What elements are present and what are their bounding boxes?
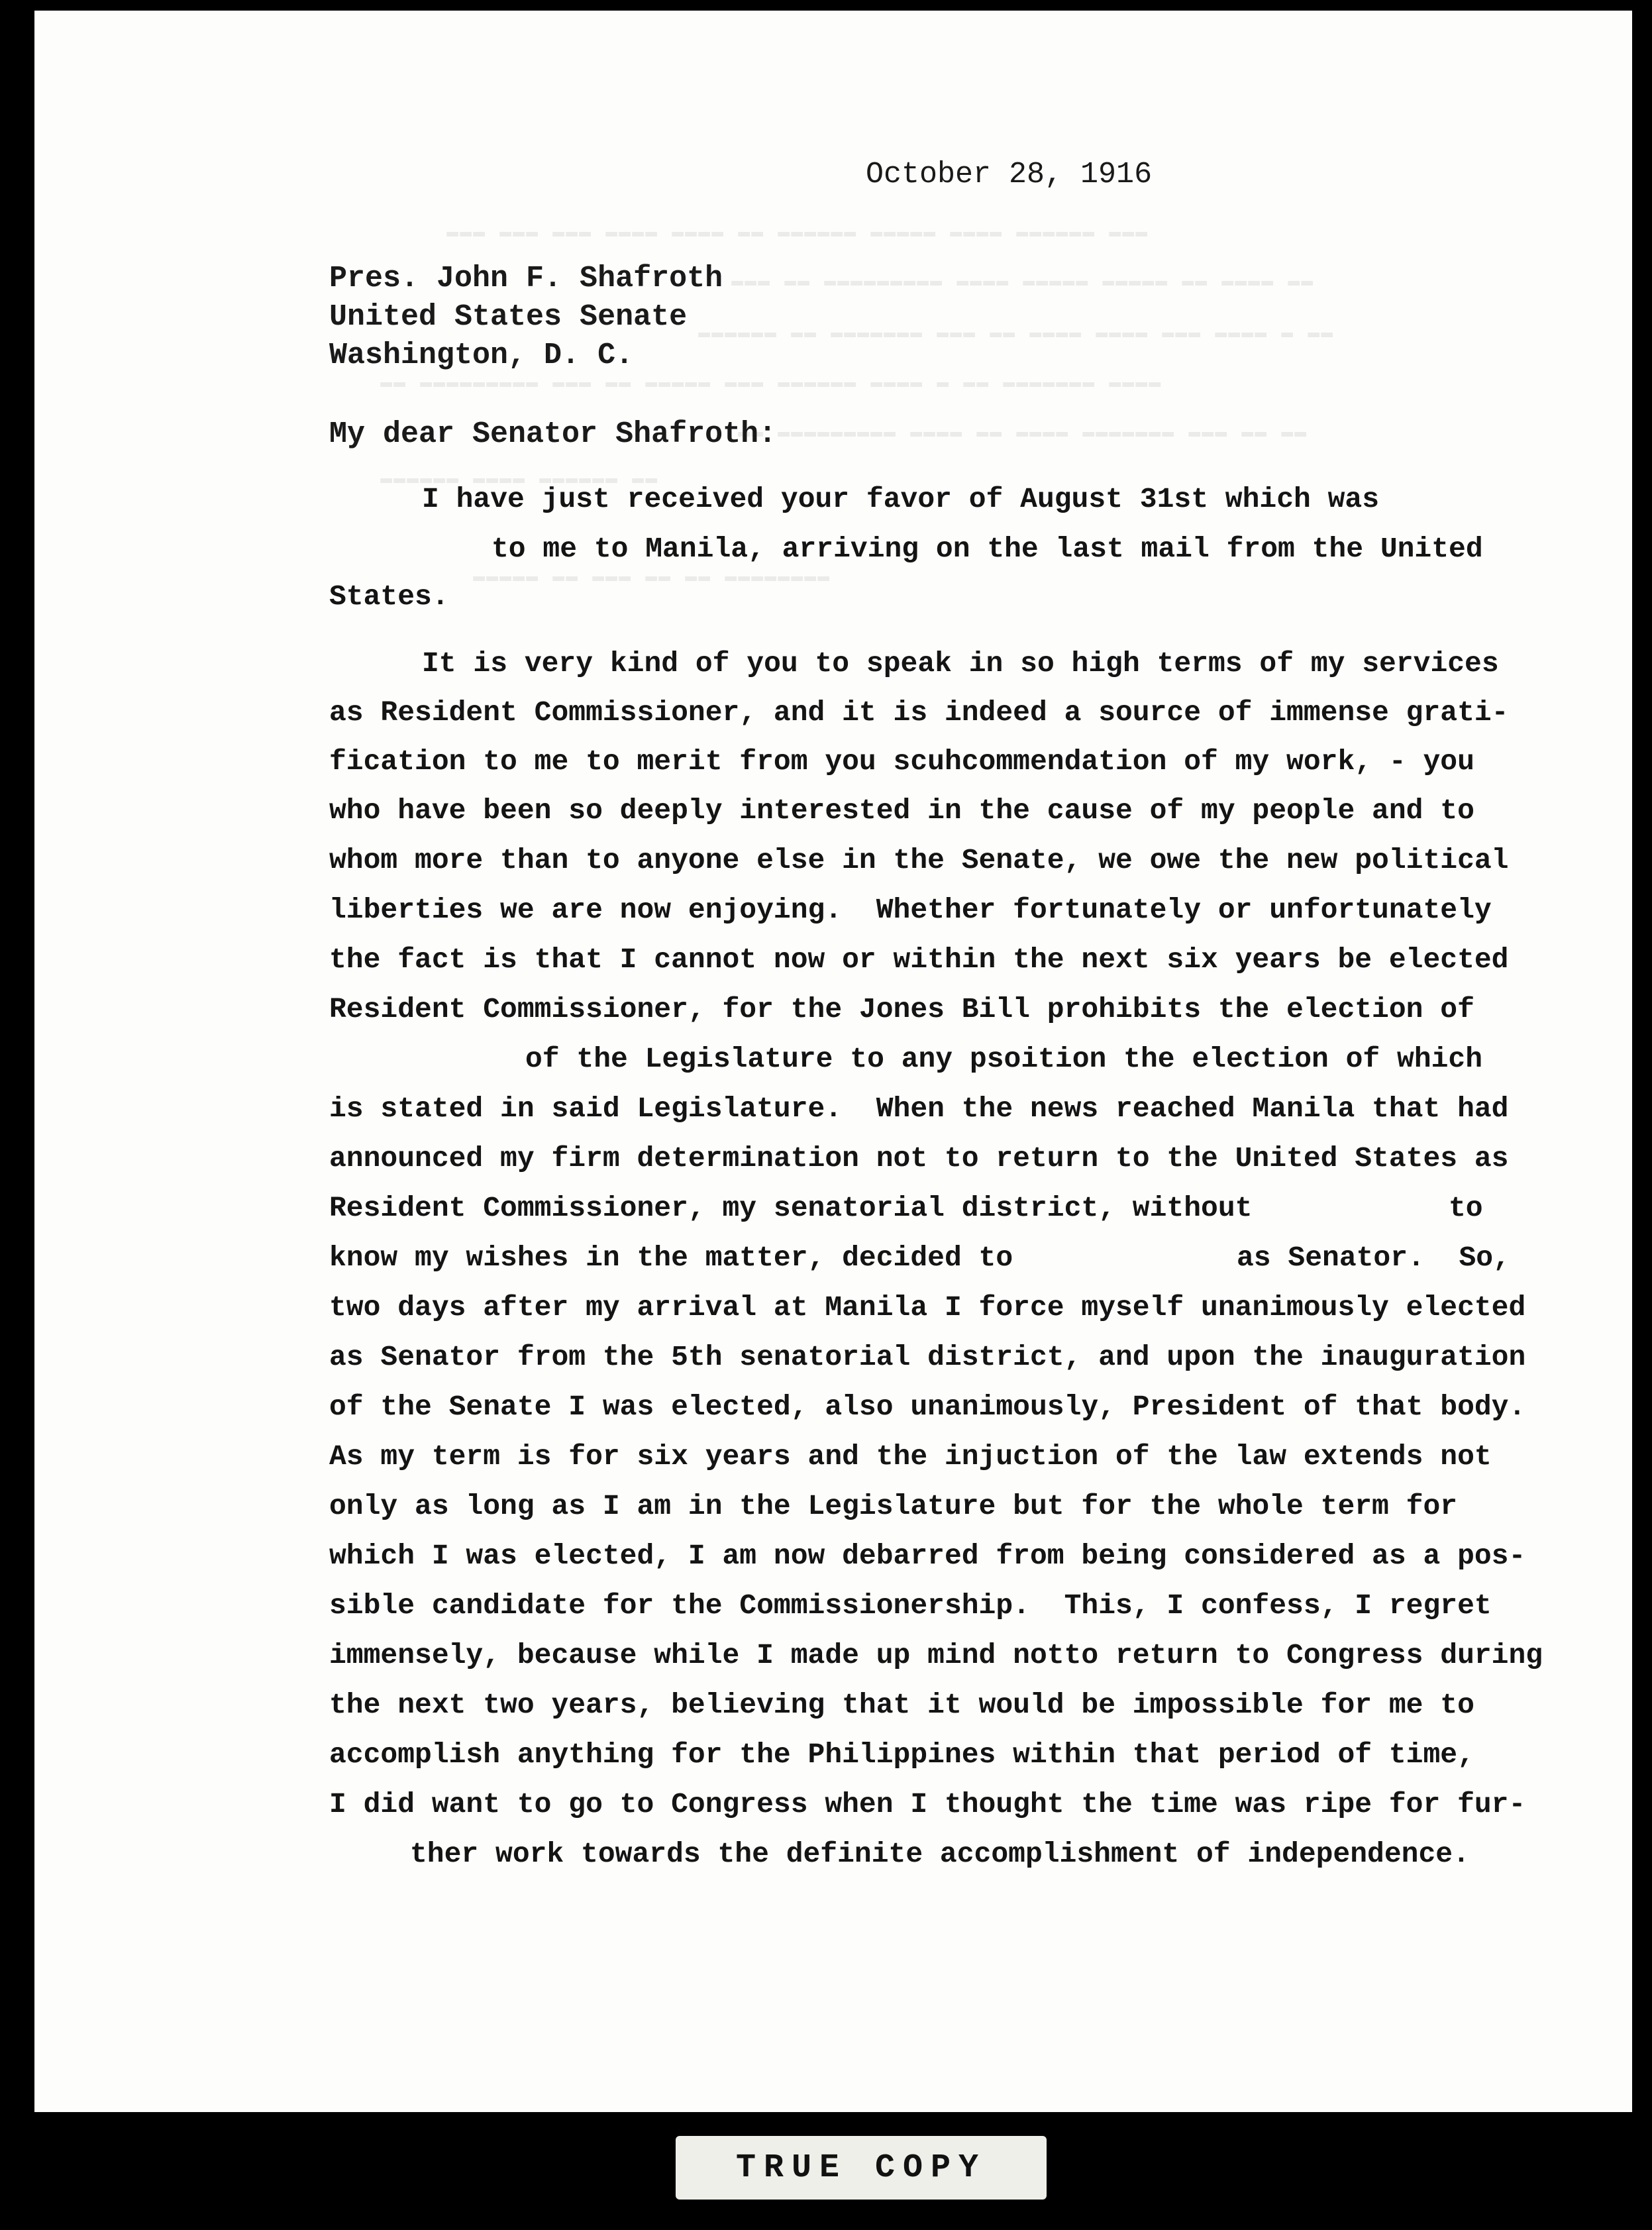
recipient-name: Pres. John F. Shafroth [329,262,723,295]
recipient-address [329,260,723,375]
body-line: ther work towards the definite accomplishment of independence. [410,1838,1470,1870]
body-line: which I was elected, I am now debarred from being considered as a pos- [329,1540,1526,1572]
recipient-city: Washington, D. C. [329,339,634,372]
body-line: It is very kind of you to speak in so high terms of my services [422,647,1499,680]
body-line: whom more than to anyone else in the Senate, we owe the new political [329,844,1509,876]
salutation: My dear Senator Shafroth: [329,417,777,451]
body-line: States. [329,580,449,613]
body-line: I did want to go to Congress when I thought the time was ripe for fur- [329,1788,1526,1821]
body-line: only as long as I am in the Legislature but for the whole term for [329,1490,1458,1522]
body-line: know my wishes in the matter, decided to [329,1242,1013,1274]
body-line: I have just received your favor of August 31st which was [422,483,1380,515]
body-line: as Senator. So, [1237,1242,1510,1274]
body-line: Resident Commissioner, for the Jones Bill prohibits the election of [329,993,1474,1026]
letter-date: October 28, 1916 [866,158,1153,191]
bleed-through: ▬▬▬ ▬▬▬▬▬▬ ▬▬▬▬ ▬▬▬▬▬ ▬▬▬▬▬▬ ▬▬ ▬▬▬▬ ▬▬▬▬ ▬▬▬ ▬▬▬ ▬▬▬ [445,221,1148,244]
body-line: fication to me to merit from you scuhcommendation of my work, - you [329,745,1474,778]
bleed-through: ▬▬▬▬ ▬▬▬▬▬▬▬ ▬▬ ▬ ▬▬▬▬ ▬▬▬▬▬▬ ▬▬▬ ▬▬▬▬▬ ▬▬ ▬▬▬ ▬▬▬▬▬▬▬▬▬ ▬▬ [379,372,1161,394]
bleed-through: ▬▬ ▬ ▬▬▬▬ ▬▬▬ ▬▬▬▬ ▬▬▬▬ ▬▬ ▬▬▬ ▬▬▬▬▬▬▬ ▬▬ ▬▬▬▬▬▬ [697,322,1333,345]
true-copy-stamp: TRUE COPY [676,2136,1047,2200]
body-line: accomplish anything for the Philippines within that period of time, [329,1738,1474,1771]
body-line: as Resident Commissioner, and it is indeed a source of immense grati- [329,696,1509,729]
body-line: of the Legislature to any psoition the election of which [525,1043,1483,1075]
body-line: as Senator from the 5th senatorial district, and upon the inauguration [329,1341,1526,1373]
body-line: to me to Manila, arriving on the last mail from the United [491,533,1483,565]
bleed-through: ▬▬ ▬▬▬▬ ▬▬ ▬▬▬▬▬ ▬▬▬▬▬ ▬▬▬▬ ▬▬▬▬▬▬▬▬▬ ▬▬ ▬▬▬ [730,270,1314,293]
body-line: sible candidate for the Commissionership. This, I confess, I regret [329,1589,1492,1622]
body-line: As my term is for six years and the injuction of the law extends not [329,1440,1492,1473]
body-line: two days after my arrival at Manila I force myself unanimously elected [329,1291,1526,1324]
body-line: Resident Commissioner, my senatorial district, without [329,1192,1253,1224]
body-line: liberties we are now enjoying. Whether fortunately or unfortunately [329,894,1492,926]
body-line: announced my firm determination not to return to the United States as [329,1142,1509,1175]
body-line: of the Senate I was elected, also unanimously, President of that body. [329,1391,1526,1423]
bleed-through: ▬▬ ▬▬▬▬▬▬ ▬▬▬▬ ▬▬▬▬▬▬ [379,468,658,490]
body-line: immensely, because while I made up mind notto return to Congress during [329,1639,1543,1672]
body-line: to [1449,1192,1483,1224]
body-line: the fact is that I cannot now or within the next six years be elected [329,943,1509,976]
letter-page [34,11,1632,2112]
body-line: is stated in said Legislature. When the news reached Manila that had [329,1092,1509,1125]
bleed-through: ▬▬▬▬▬▬▬▬ ▬▬ ▬▬ ▬▬▬ ▬▬ ▬▬▬▬▬ [472,566,830,588]
bleed-through: ▬▬ ▬▬ ▬▬▬ ▬▬▬▬▬▬▬ ▬▬▬▬ ▬▬ ▬▬▬▬ ▬▬▬▬▬▬▬▬▬ ▬▬ [737,421,1307,444]
body-line: who have been so deeply interested in the cause of my people and to [329,794,1474,827]
recipient-organization: United States Senate [329,300,688,334]
body-line: the next two years, believing that it would be impossible for me to [329,1689,1474,1721]
